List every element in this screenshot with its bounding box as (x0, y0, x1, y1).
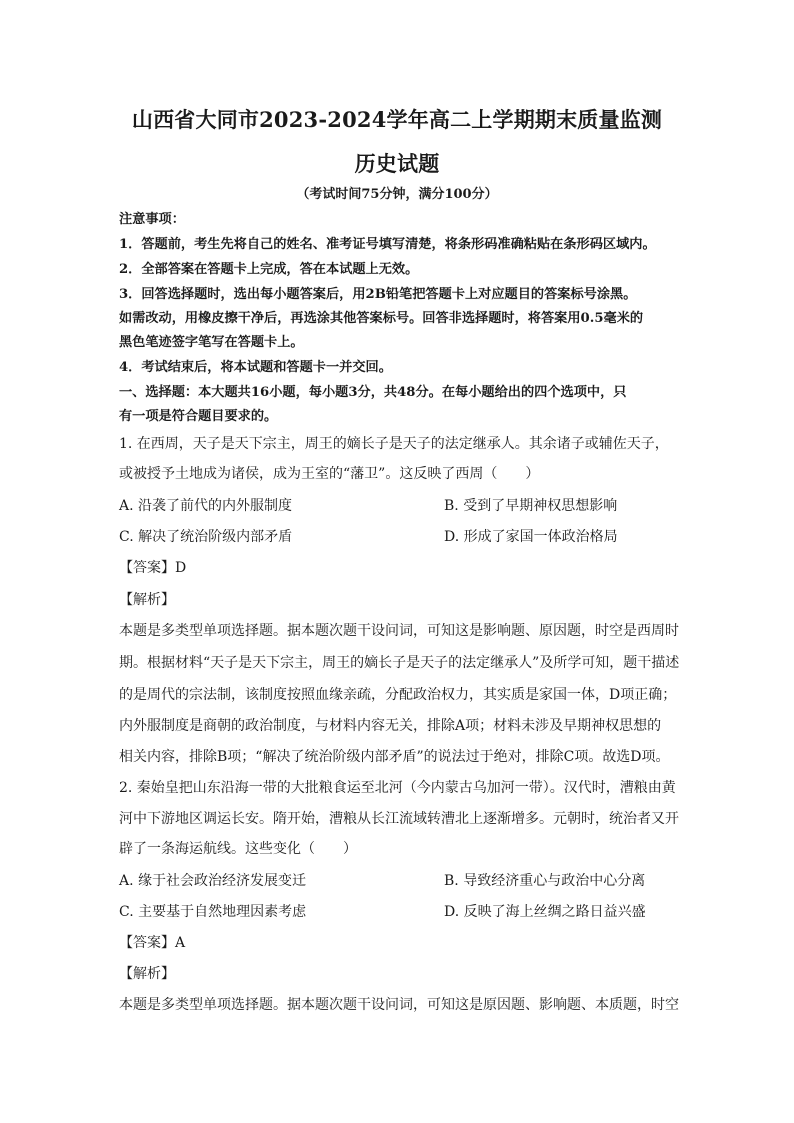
q1-option-b: B. 受到了早期神权思想影响 (444, 498, 618, 514)
note-line: 4．考试结束后，将本试题和答题卡一并交回。 (119, 360, 392, 375)
section-heading: 一、选择题：本大题共16小题，每小题3分，共48分。在每小题给出的四个选项中，只 (119, 385, 627, 400)
q2-option-c: C. 主要基于自然地理因素考虑 (119, 904, 307, 920)
q1-option-c: C. 解决了统治阶级内部矛盾 (119, 529, 293, 545)
section-heading-cont: 有一项是符合题目要求的。 (119, 409, 278, 424)
q2-option-b: B. 导致经济重心与政治中心分离 (444, 873, 646, 889)
q1-answer: 【答案】D (119, 560, 187, 576)
q1-analysis-line: 内外服制度是商朝的政治制度，与材料内容无关，排除A项；材料未涉及早期神权思想的 (119, 718, 662, 734)
q1-analysis-line: 相关内容，排除B项；“解决了统治阶级内部矛盾”的说法过于绝对，排除C项。故选D项。 (119, 749, 670, 765)
q1-analysis-line: 期。根据材料“天子是天下宗主，周王的嫡长子是天子的法定继承人”及所学可知，题干描述 (119, 655, 680, 671)
question-2-stem-cont: 河中下游地区调运长安。隋开始，漕粮从长江流域转漕北上逐渐增多。元朝时，统治者又开 (119, 811, 679, 827)
note-line: 黑色笔迹签字笔写在答题卡上。 (119, 335, 304, 350)
q2-answer: 【答案】A (119, 935, 186, 951)
q2-option-d: D. 反映了海上丝绸之路日益兴盛 (444, 904, 646, 920)
note-line: 2．全部答案在答题卡上完成，答在本试题上无效。 (119, 262, 419, 277)
q1-analysis-line: 的是周代的宗法制，该制度按照血缘亲疏，分配政治权力，其实质是家国一体，D项正确； (119, 687, 677, 703)
exam-time-info: （考试时间75分钟，满分100分） (296, 187, 498, 202)
q2-analysis-label: 【解析】 (119, 966, 175, 982)
exam-title: 山西省大同市2023-2024学年高二上学期期末质量监测 (131, 107, 663, 132)
note-line: 3．回答选择题时，选出每小题答案后，用2B铅笔把答题卡上对应题目的答案标号涂黑。 (119, 287, 637, 302)
note-line: 1．答题前，考生先将自己的姓名、准考证号填写清楚，将条形码准确粘贴在条形码区域内。 (119, 237, 656, 252)
notes-heading: 注意事项： (119, 212, 185, 227)
question-2-stem: 2. 秦始皇把山东沿海一带的大批粮食运至北河（今内蒙古乌加河一带）。汉代时，漕粮由黄 (119, 780, 676, 796)
q2-analysis-line: 本题是多类型单项选择题。据本题次题干设问词，可知这是原因题、影响题、本质题，时空 (119, 997, 679, 1013)
question-1-stem-cont: 或被授予土地成为诸侯，成为王室的“藩卫”。这反映了西周（ ） (119, 466, 540, 482)
subject-title: 历史试题 (354, 151, 440, 176)
q1-analysis-line: 本题是多类型单项选择题。据本题次题干设问词，可知这是影响题、原因题，时空是西周时 (119, 623, 679, 639)
q1-option-a: A. 沿袭了前代的内外服制度 (119, 498, 293, 514)
question-2-stem-cont: 辟了一条海运航线。这些变化（ ） (119, 841, 357, 857)
q2-option-a: A. 缘于社会政治经济发展变迁 (119, 873, 307, 889)
question-1-stem: 1. 在西周，天子是天下宗主，周王的嫡长子是天子的法定继承人。其余诸子或辅佐天子， (119, 436, 669, 452)
note-line: 如需改动，用橡皮擦干净后，再选涂其他答案标号。回答非选择题时，将答案用0.5毫米的 (119, 311, 644, 326)
q1-analysis-label: 【解析】 (119, 592, 175, 608)
q1-option-d: D. 形成了家国一体政治格局 (444, 529, 618, 545)
